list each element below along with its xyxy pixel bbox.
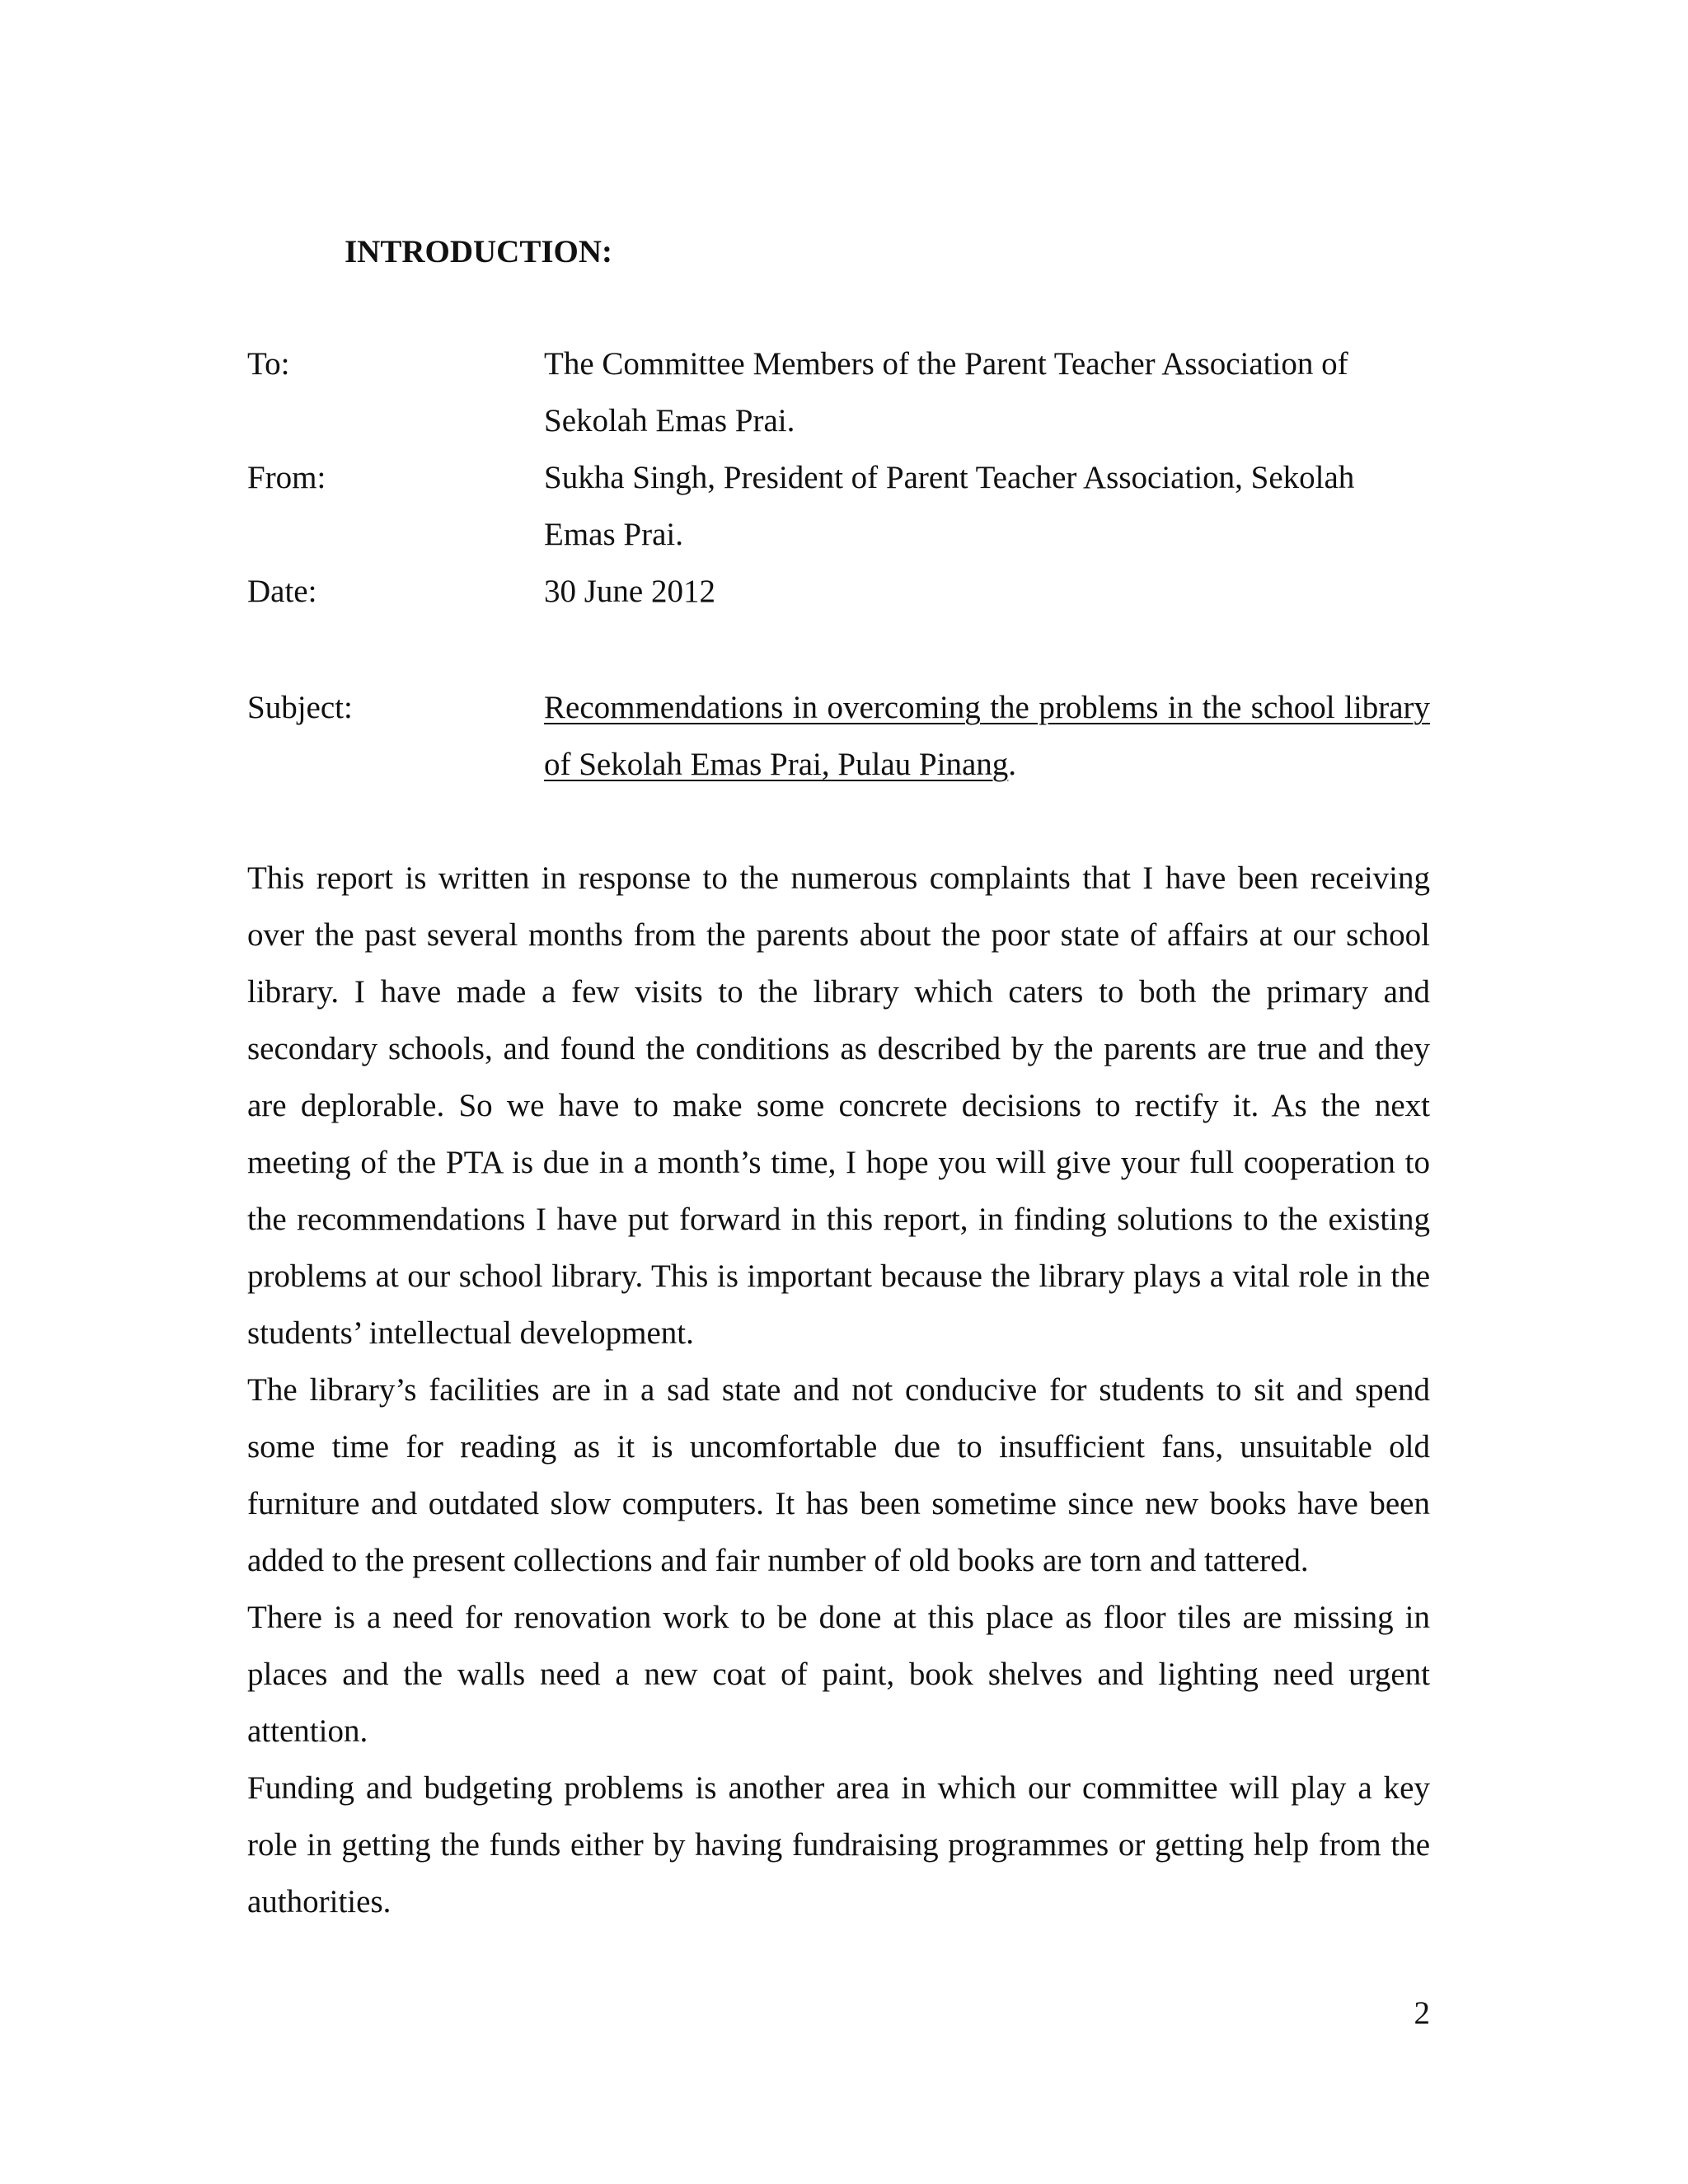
memo-date-label: Date: xyxy=(247,574,317,609)
report-body xyxy=(247,850,1430,1930)
subject-trailing-period: . xyxy=(1008,747,1017,782)
memo-date-value: 30 June 2012 xyxy=(544,574,715,609)
memo-to-value: The Committee Members of the Parent Teacher Association of Sekolah Emas Prai. xyxy=(544,346,1348,438)
section-heading: INTRODUCTION: xyxy=(345,234,613,269)
subject-text: Recommendations in overcoming the problems in the school library of Sekolah Emas Prai, Pulau Pinang xyxy=(544,690,1430,782)
body-paragraph-2: The library’s facilities are in a sad state and not conducive for students to sit and spend some time for reading as it is uncomfortable due to insufficient fans, unsuitable old furniture and outdated slow computers. It has been sometime since new books have been added to the present collections and fair number of old books are torn and tattered. xyxy=(247,1372,1430,1578)
body-paragraph-4: Funding and budgeting problems is another area in which our committee will play a key role in getting the funds either by having fundraising programmes or getting help from the authorities. xyxy=(247,1770,1430,1919)
memo-from-value: Sukha Singh, President of Parent Teacher Association, Sekolah Emas Prai. xyxy=(544,460,1355,552)
body-paragraph-1: This report is written in response to the numerous complaints that I have been receiving over the past several months from the parents about the poor state of affairs at our school library. I have made a few visits to the library which caters to both the primary and secondary schools, and found the conditions as described by the parents are true and they are deplorable. So we have to make some concrete decisions to rectify it. As the next meeting of the PTA is due in a month’s time, I hope you will give your full cooperation to the recommendations I have put forward in this report, in finding solutions to the existing problems at our school library. This is important because the library plays a vital role in the students’ intellectual development. xyxy=(247,860,1430,1351)
memo-to-label: To: xyxy=(247,346,290,382)
memo-from-label: From: xyxy=(247,460,326,495)
memo-subject-value xyxy=(544,679,1430,793)
page-number: 2 xyxy=(1414,1995,1430,2031)
memo-subject-label: Subject: xyxy=(247,690,353,725)
body-paragraph-3: There is a need for renovation work to be done at this place as floor tiles are missing in places and the walls need a new coat of paint, book shelves and lighting need urgent attention. xyxy=(247,1600,1430,1749)
